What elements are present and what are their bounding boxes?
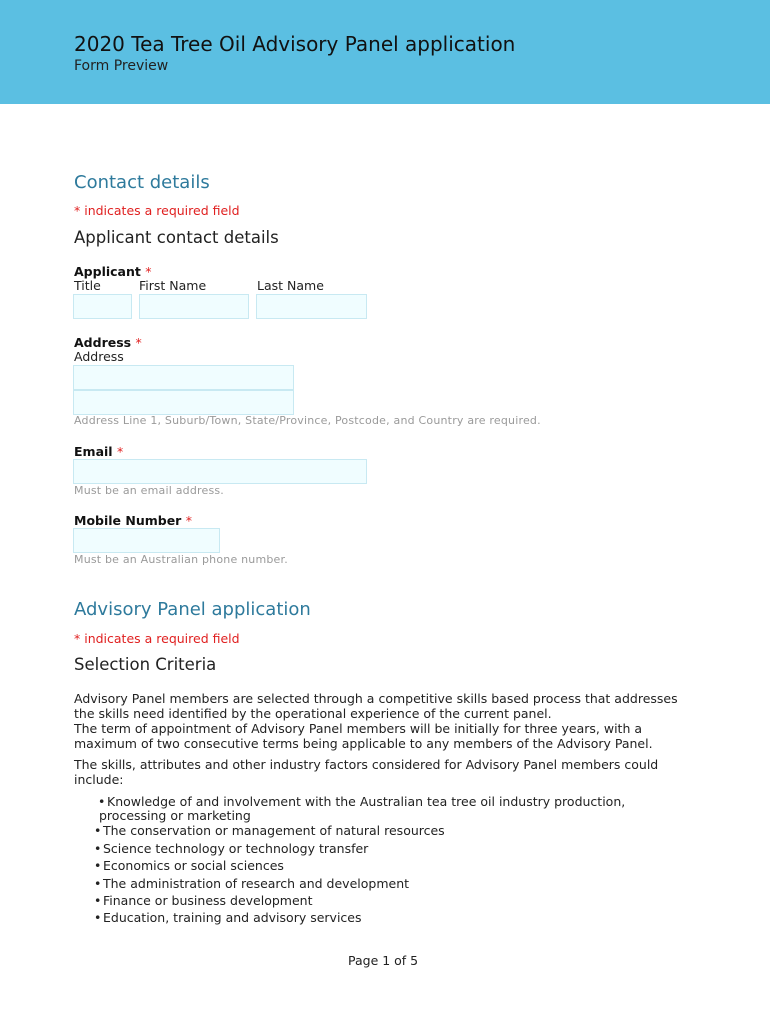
mobile-label	[74, 513, 192, 528]
required-star: *	[185, 513, 192, 528]
list-item: • Science technology or technology transfer	[103, 841, 368, 856]
mobile-input[interactable]	[73, 528, 220, 553]
form-header	[0, 0, 770, 104]
mobile-hint: Must be an Australian phone number.	[74, 553, 288, 566]
list-item: • The administration of research and development	[103, 876, 409, 891]
list-item: • Economics or social sciences	[103, 858, 284, 873]
contact-required-note: * indicates a required field	[74, 203, 240, 218]
required-star: *	[116, 444, 124, 459]
title-input[interactable]	[73, 294, 132, 319]
address-sub-label: Address	[74, 349, 124, 364]
applicant-label-text: Applicant	[74, 264, 141, 279]
applicant-contact-title: Applicant contact details	[74, 228, 279, 247]
contact-section-title: Contact details	[74, 172, 210, 193]
address-line-1-input[interactable]	[73, 365, 294, 390]
address-label	[74, 335, 142, 350]
address-line-2-input[interactable]	[73, 390, 294, 415]
list-item: • Knowledge of and involvement with the Australian tea tree oil industry production,	[107, 794, 625, 809]
intro-paragraph	[74, 691, 694, 751]
address-label-text: Address	[74, 335, 132, 350]
required-star: *	[145, 264, 152, 279]
intro-paragraph-line-1: Advisory Panel members are selected through a competitive skills based process that addresses the skills need identified by the operational experience of the current panel.	[74, 691, 678, 721]
address-hint: Address Line 1, Suburb/Town, State/Province, Postcode, and Country are required.	[74, 414, 541, 427]
selection-criteria-title: Selection Criteria	[74, 655, 217, 674]
mobile-label-text: Mobile Number	[74, 513, 182, 528]
skills-paragraph: The skills, attributes and other industry factors considered for Advisory Panel members could include:	[74, 757, 659, 787]
list-item: • The conservation or management of natural resources	[103, 823, 445, 838]
applicant-label	[74, 264, 151, 279]
form-subtitle: Form Preview	[74, 58, 169, 74]
email-label-text: Email	[74, 444, 113, 459]
list-item-continuation: processing or marketing	[99, 808, 251, 823]
list-item: • Education, training and advisory services	[103, 910, 362, 925]
intro-paragraph-line-2: The term of appointment of Advisory Panel members will be initially for three years, with a maximum of two consecutive terms being applicable to any members of the Advisory Panel.	[74, 721, 653, 751]
email-hint: Must be an email address.	[74, 484, 225, 497]
last-name-input[interactable]	[256, 294, 367, 319]
advisory-required-note: * indicates a required field	[74, 631, 240, 646]
page-number: Page 1 of 5	[348, 953, 419, 968]
first-name-input[interactable]	[139, 294, 249, 319]
first-name-label: First Name	[139, 278, 207, 293]
advisory-section-title: Advisory Panel application	[74, 599, 311, 620]
title-label: Title	[74, 278, 101, 293]
email-label	[74, 444, 123, 459]
form-title: 2020 Tea Tree Oil Advisory Panel application	[74, 32, 516, 56]
email-input[interactable]	[73, 459, 367, 484]
last-name-label: Last Name	[257, 278, 324, 293]
required-star: *	[135, 335, 142, 350]
list-item: • Finance or business development	[103, 893, 312, 908]
